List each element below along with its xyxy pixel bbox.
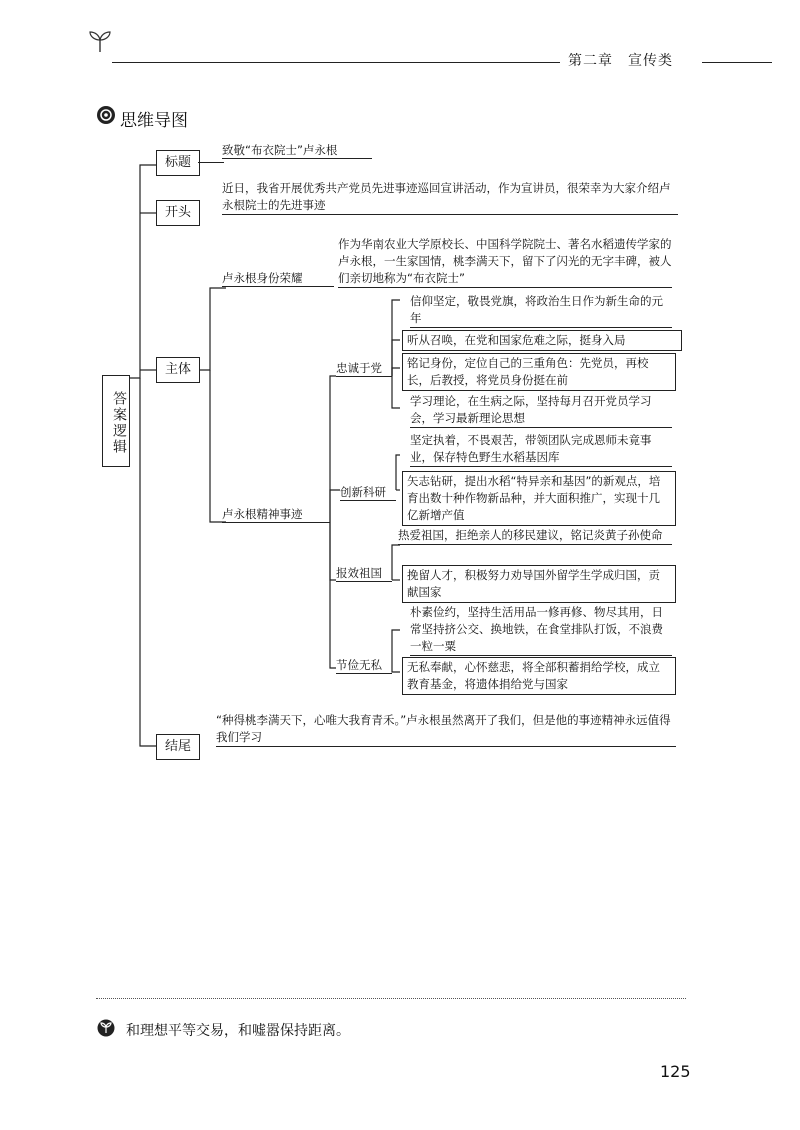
spirit-item: 坚定执着，不畏艰苦，带领团队完成恩师未竟事业，保存特色野生水稻基因库 <box>410 432 672 467</box>
spirit-item: 矢志钻研，提出水稻“特异亲和基因”的新观点，培育出数十种作物新品种，并大面积推广，实现十几亿新增产值 <box>402 471 676 526</box>
ending-node <box>156 734 200 760</box>
spirit-item: 信仰坚定，敬畏党旗，将政治生日作为新生命的元年 <box>410 293 672 328</box>
spirit-item: 铭记身份，定位自己的三重角色：先党员，再校长，后教授，将党员身份挺在前 <box>402 353 676 391</box>
spirit-group-label: 创新科研 <box>340 484 396 501</box>
spirit-item: 听从召唤，在党和国家危难之际，挺身入局 <box>402 330 682 351</box>
body-node <box>156 357 200 383</box>
opening-node-label: 开头 <box>164 205 191 220</box>
opening-node <box>156 200 200 226</box>
spirit-group-label: 报效祖国 <box>336 565 392 582</box>
identity-label: 卢永根身份荣耀 <box>222 270 334 287</box>
footer-tip: 和理想平等交易，和嘘嚣保持距离。 <box>126 1023 350 1039</box>
title-node <box>156 150 200 176</box>
spirit-item: 无私奉献，心怀慈悲，将全部积蓄捐给学校，成立教育基金，将遗体捐给党与国家 <box>402 657 676 695</box>
spirit-item: 朴素俭约，坚持生活用品一修再修、物尽其用，日常坚持挤公交、换地铁，在食堂排队打饭，不浪费一粒一粟 <box>410 604 672 656</box>
sprout-bullet-icon <box>97 1019 115 1041</box>
spirit-label: 卢永根精神事迹 <box>222 506 330 523</box>
spirit-item: 挽留人才，积极努力劝导国外留学生学成归国，贡献国家 <box>402 565 676 603</box>
root-node <box>102 375 130 467</box>
spirit-group-label: 节俭无私 <box>336 657 392 674</box>
spirit-item: 热爱祖国，拒绝亲人的移民建议，铭记炎黄子孙使命 <box>398 527 672 545</box>
title-rule <box>198 162 224 163</box>
spirit-group-label: 忠诚于党 <box>336 360 392 377</box>
ending-node-label: 结尾 <box>164 739 191 754</box>
opening-text: 近日，我省开展优秀共产党员先进事迹巡回宣讲活动，作为宣讲员，很荣幸为大家介绍卢永根院士的先进事迹 <box>222 180 678 215</box>
identity-text: 作为华南农业大学原校长、中国科学院院士、著名水稻遗传学家的卢永根，一生家国情，桃李满天下，留下了闪光的无字丰碑，被人们亲切地称为“布衣院士” <box>338 236 672 288</box>
body-node-label: 主体 <box>164 362 191 377</box>
chapter-title: 第二章 宣传类 <box>568 53 673 69</box>
page-number: 125 <box>660 1062 691 1081</box>
footer-divider <box>96 998 686 999</box>
root-label: 答案逻辑 <box>111 391 127 455</box>
spirit-item: 学习理论，在生病之际，坚持每月召开党员学习会，学习最新理论思想 <box>410 393 672 428</box>
title-node-label: 标题 <box>164 155 191 170</box>
title-text: 致敬“布衣院士”卢永根 <box>222 142 372 159</box>
ending-text: “种得桃李满天下，心唯大我育青禾。”卢永根虽然离开了我们，但是他的事迹精神永远值得我们学习 <box>216 712 676 747</box>
section-title: 思维导图 <box>120 111 188 131</box>
